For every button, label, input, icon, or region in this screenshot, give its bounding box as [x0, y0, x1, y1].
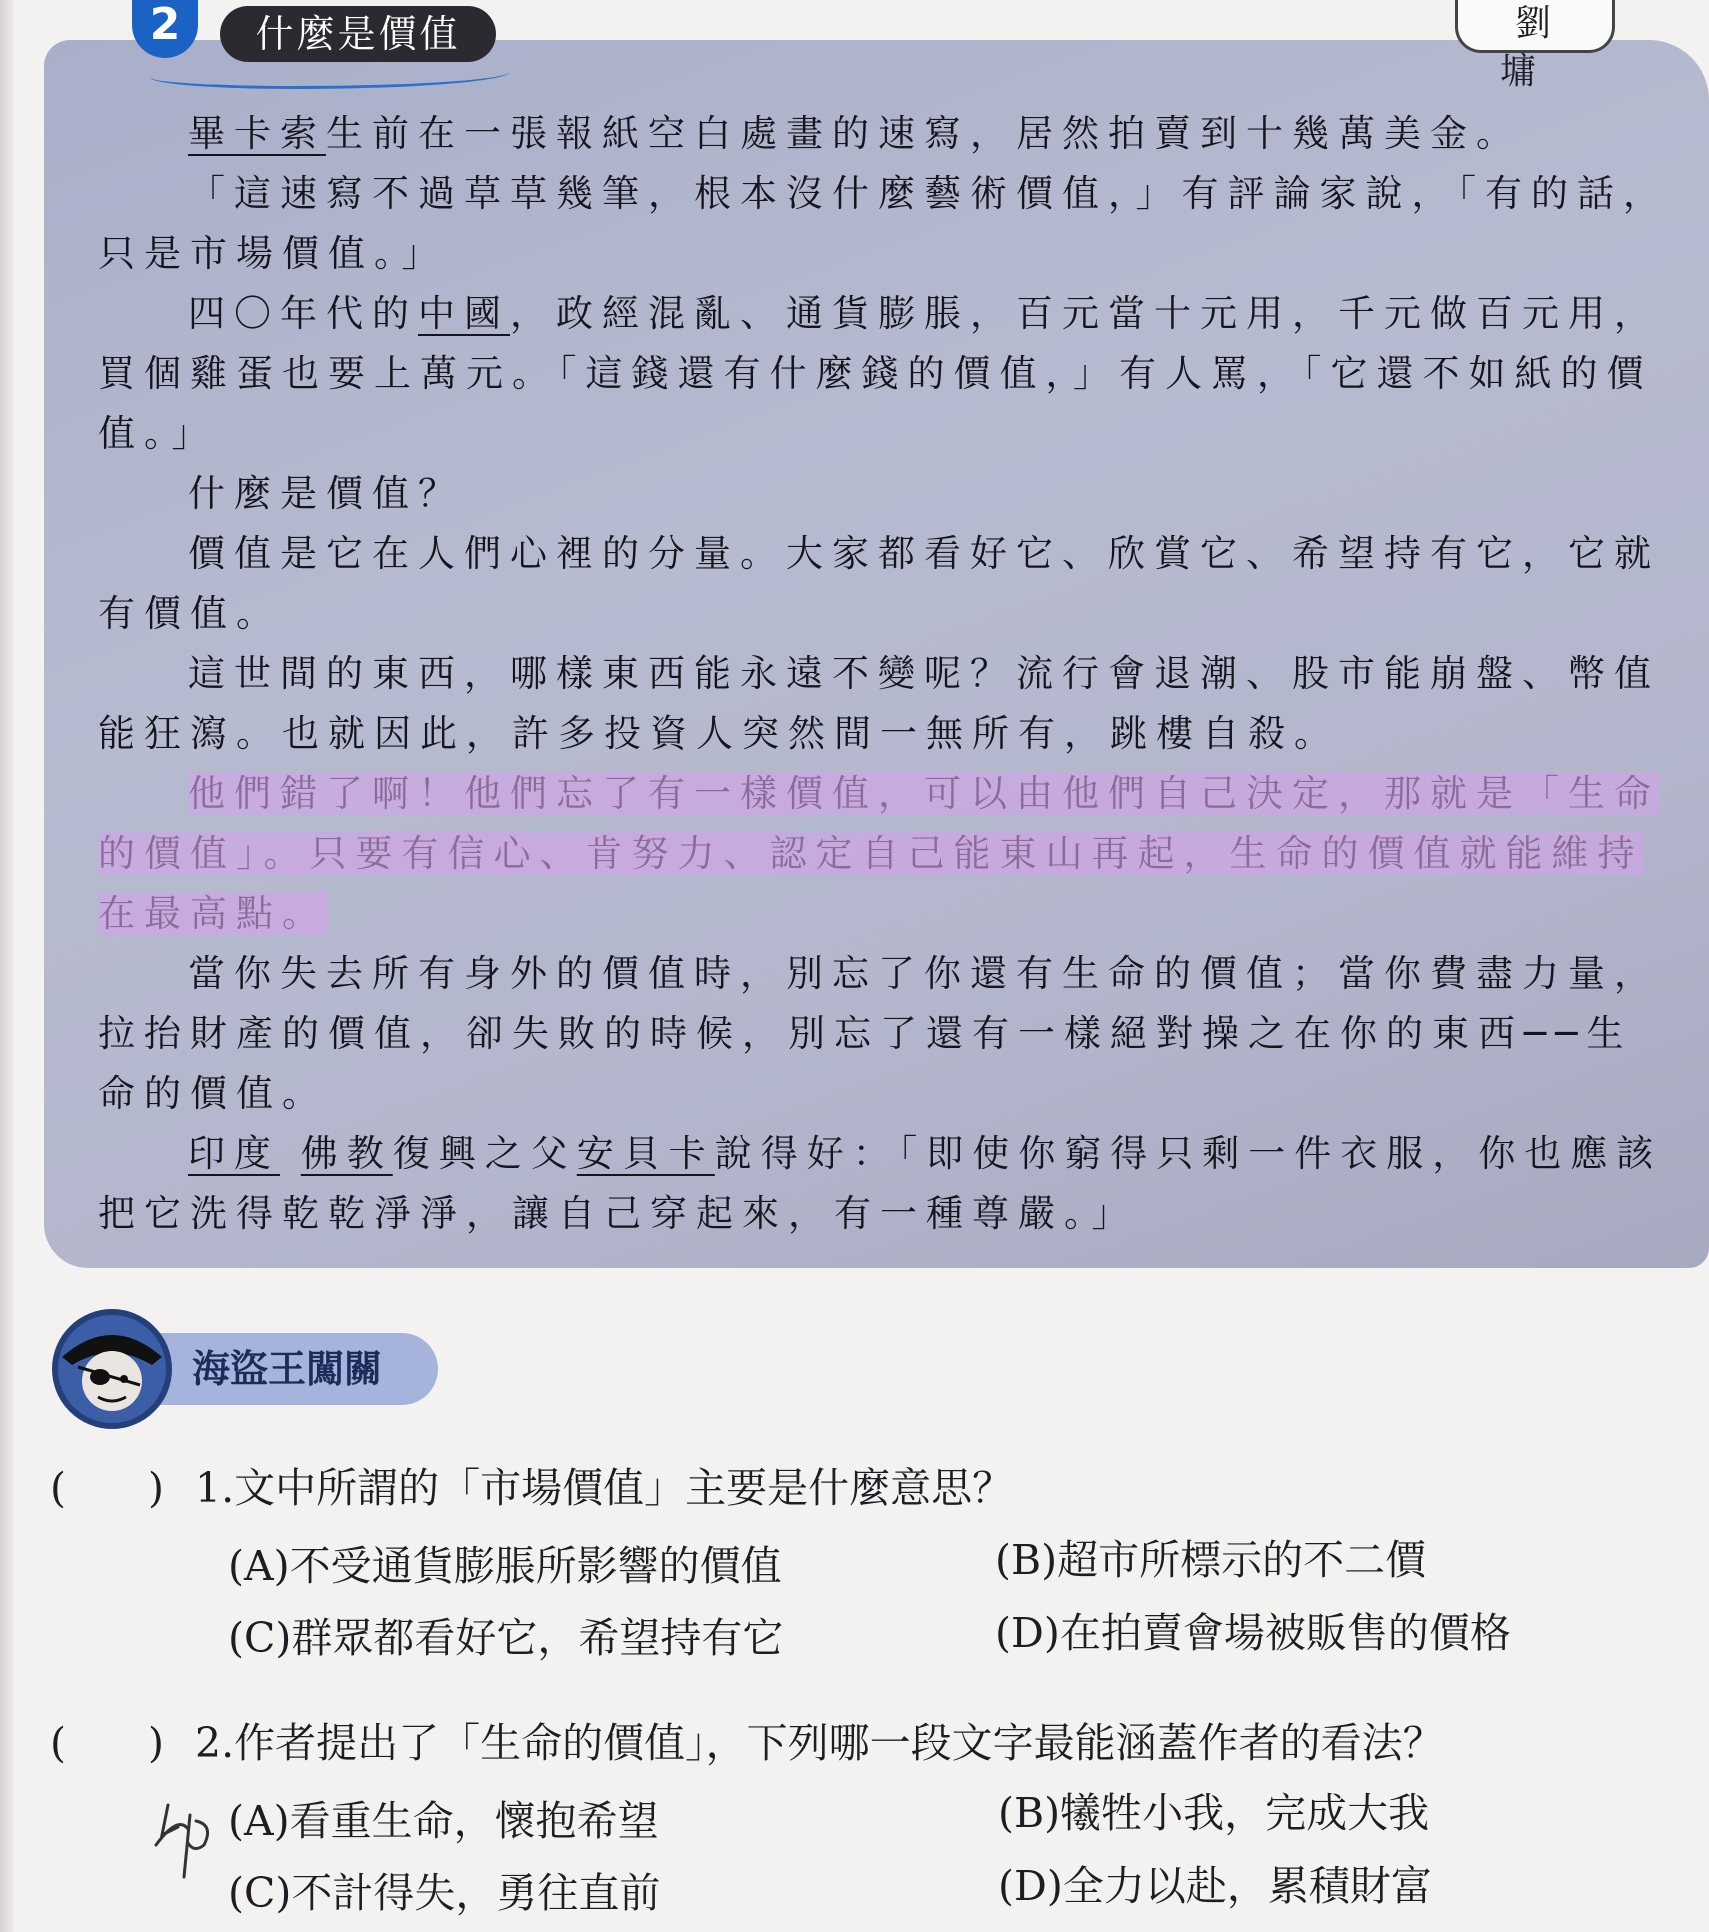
paragraph-3-text: ，政經混亂、通貨膨脹，百元當十元用，千元做百元用，買個雞蛋也要上萬元。「這錢還有什麼錢的價值，」有人罵，「它還不如紙的價值。」: [98, 292, 1660, 455]
reading-passage: [98, 104, 1678, 1244]
page-edge: [0, 0, 14, 1932]
place-india: 印度: [188, 1132, 280, 1175]
name-picasso: 畢卡索: [188, 112, 326, 155]
paragraph-2: 「這速寫不過草草幾筆，根本沒什麼藝術價值，」有評論家說，「有的話，只是市場價值。」: [98, 172, 1669, 275]
place-china: 中國: [418, 292, 510, 335]
paragraph-5: 價值是它在人們心裡的分量。大家都看好它、欣賞它、希望持有它，它就有價值。: [98, 532, 1660, 635]
question-1-option-a[interactable]: (A)不受通貨膨脹所影響的價值: [228, 1542, 782, 1590]
paragraph-9-lead: 復興之父: [392, 1132, 577, 1175]
lesson-title: 什麼是價值: [220, 6, 496, 62]
question-1-option-b[interactable]: (B)超市所標示的不二價: [995, 1536, 1427, 1584]
question-1-option-c[interactable]: (C)群眾都看好它，希望持有它: [228, 1614, 784, 1662]
handwritten-mark: [148, 1795, 218, 1883]
section-title-bar: 海盜王闖關: [100, 1333, 438, 1405]
name-ambedkar: 安貝卡: [576, 1132, 715, 1175]
question-2-option-c[interactable]: (C)不計得失，勇往直前: [228, 1869, 661, 1917]
highlighted-text: 他們錯了啊！他們忘了有一樣價值，可以由他們自己決定，那就是「生命的價值」。只要有信心、肯努力、認定自己能東山再起，生命的價值就能維持在最高點。: [98, 772, 1660, 935]
paragraph-1: [98, 104, 1678, 164]
lesson-number-badge: 2: [132, 0, 198, 58]
question-2-text: 2.作者提出了「生命的價值」，下列哪一段文字最能涵蓋作者的看法？: [195, 1719, 1444, 1767]
question-2-option-a[interactable]: (A)看重生命，懷抱希望: [228, 1797, 659, 1845]
question-2-option-d[interactable]: (D)全力以赴，累積財富: [998, 1862, 1432, 1910]
question-1-text: 1.文中所謂的「市場價值」主要是什麼意思？: [195, 1464, 1014, 1512]
religion-buddhism: 佛教: [300, 1132, 393, 1175]
author-name: 劉 墉: [1455, 0, 1615, 53]
paragraph-9-text: 說得好：「即使你窮得只剩一件衣服，你也應該把它洗得乾乾淨淨，讓自己穿起來，有一種尊嚴。」: [98, 1132, 1663, 1235]
pirate-captain-icon: [48, 1305, 176, 1433]
answer-blank-2[interactable]: ( ): [50, 1719, 164, 1767]
question-1-option-d[interactable]: (D)在拍賣會場被販售的價格: [995, 1609, 1511, 1657]
question-2-option-b[interactable]: (B)犧牲小我，完成大我: [998, 1789, 1430, 1837]
paragraph-1-text: 生前在一張報紙空白處畫的速寫，居然拍賣到十幾萬美金。: [326, 112, 1522, 155]
paragraph-4: 什麼是價值？: [188, 472, 464, 515]
paragraph-9: [98, 1124, 1678, 1244]
answer-blank-1[interactable]: ( ): [50, 1464, 164, 1512]
paragraph-6: 這世間的東西，哪樣東西能永遠不變呢？流行會退潮、股市能崩盤、幣值能狂瀉。也就因此，許多投資人突然間一無所有，跳樓自殺。: [98, 652, 1660, 755]
paragraph-3-lead: 四〇年代的: [188, 292, 418, 335]
paragraph-7-highlighted: [98, 764, 1678, 944]
paragraph-8: 當你失去所有身外的價值時，別忘了你還有生命的價值；當你費盡力量，拉抬財產的價值，卻失敗的時候，別忘了還有一樣絕對操之在你的東西──生命的價值。: [98, 952, 1660, 1115]
paragraph-3: [98, 284, 1678, 464]
